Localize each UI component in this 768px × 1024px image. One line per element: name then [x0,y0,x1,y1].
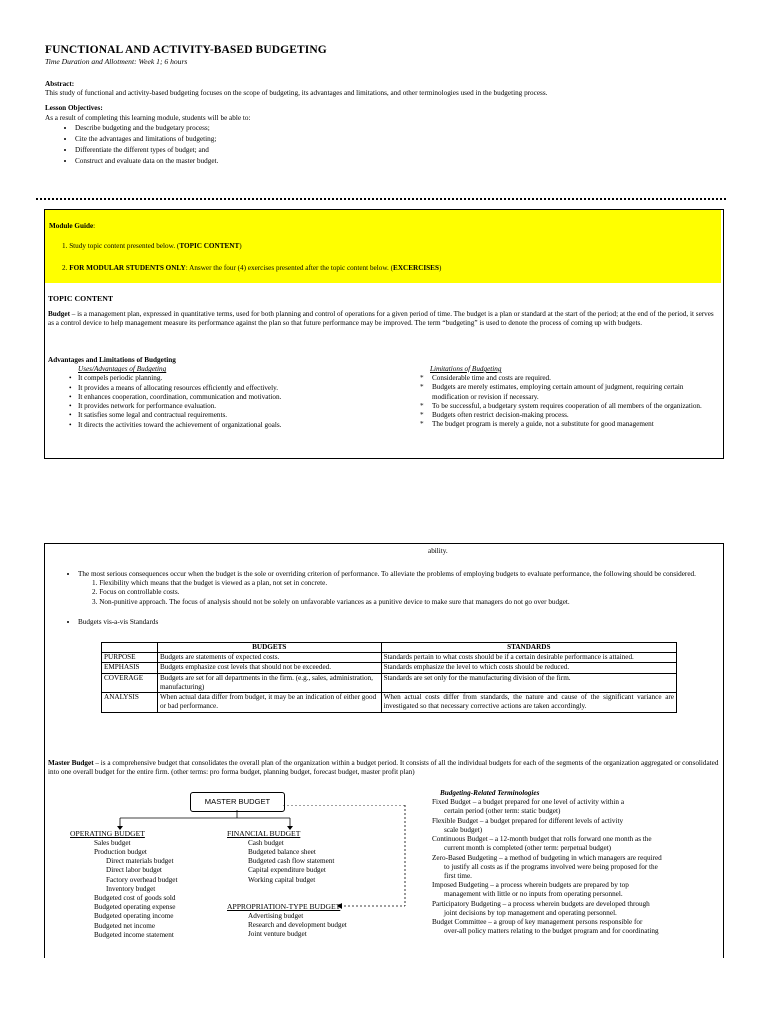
financial-budget-column [227,829,334,885]
term-item: Continuous Budget – a 12-month budget that rolls forward one month as the current month is completed (other term: perpetual budget) [432,835,652,853]
table-cell: ANALYSIS [102,693,158,712]
master-budget-definition: Master Budget – is a comprehensive budget that consolidates the overall plan of the organization within a budget period. It consists of all the individual budgets for each of the segments of the organization aggregated or consolidated into one overall budget for the entire firm. (other terms: pro forma budget, planning budget, forecast budget, master profit plan) [48,759,719,777]
table-cell: When actual data differ from budget, it may be an indication of either good or bad performance. [157,693,381,712]
terminologies-heading: Budgeting-Related Terminologies [440,789,540,797]
list-item: Direct materials budget [106,857,174,866]
budgets-vs-standards-table [101,642,677,713]
table-row [102,693,677,712]
list-item: • It directs the activities toward the achievement of organizational goals. [48,421,388,430]
master-budget-box: MASTER BUDGET [190,792,285,812]
table-cell: Standards emphasize the level to which costs should be reduced. [381,663,676,673]
table-cell: Standards pertain to what costs should be if a certain desirable performance is attained. [381,653,676,663]
list-item: Production budget [94,847,147,856]
list-item: • Budgets vis-a-vis Standards [78,618,720,627]
list-item: * Considerable time and costs are required. [420,374,551,383]
ability-text: ability. [428,547,448,555]
list-item: Advertising budget [248,911,304,920]
term-item: Imposed Budgeting – a process wherein budgets are prepared by top management with little or no inputs from operating personnel. [432,881,629,899]
advantages-section [48,356,388,430]
list-item: • It satisfies some legal and contractual requirements. [48,411,388,420]
topic-content [48,294,718,328]
dotted-divider [36,198,726,200]
term-item: Fixed Budget – a budget prepared for one level of activity within a certain period (other term: static budget) [432,798,625,816]
table-cell: Budgets are statements of expected costs. [157,653,381,663]
objectives-label: Lesson Objectives [45,104,101,113]
list-item: Joint venture budget [248,930,307,939]
limitations-list [420,374,720,429]
list-item: Budgeted income statement [94,930,174,939]
advantages-list [48,374,388,429]
module-guide-item-1: 1. Study topic content presented below. (TOPIC CONTENT) [62,242,242,250]
table-cell: EMPHASIS [102,663,158,673]
abstract-label: Abstract [45,80,72,88]
module-guide-item-2: 2. FOR MODULAR STUDENTS ONLY: Answer the four (4) exercises presented after the topic content below. (EXCERCISES) [62,264,442,272]
abstract-text: This study of functional and activity-based budgeting focuses on the scope of budgeting, its advantages and limitations, and other terminologies used in the budgeting process. [45,89,548,98]
list-item: Cash budget [248,838,284,847]
list-item: • Describe budgeting and the budgetary process; [75,124,735,133]
table-row [102,663,677,673]
time-duration: Time Duration and Allotment: Week 1; 6 hours [45,57,188,66]
topic-heading: TOPIC CONTENT [48,294,114,303]
module-guide-label: Module Guide [49,222,94,230]
list-item: Sales budget [94,838,131,847]
table-header: STANDARDS [381,643,676,653]
list-item: Research and development budget [248,920,347,929]
list-item: Capital expenditure budget [248,866,326,875]
list-item: Budgeted cost of goods sold [94,894,176,903]
objectives-list [45,124,735,165]
terminologies-column [432,789,662,937]
intro-section: Abstract: This study of functional and activity-based budgeting focuses on the scope of budgeting, its advantages and limitations, and other terminologies used in the budgeting process. Lesson Objectives: As a result of completing this learning module, students will be able to: • Describe budgeting and the budgetary process; • Cite the advantages and limitations of budgeting; • Differentiate the different types of budget; and • Construct and evaluate data on the master budget. [45,80,735,167]
table-row [102,643,677,653]
table-cell: PURPOSE [102,653,158,663]
table-cell: Budgets emphasize cost levels that should not be exceeded. [157,663,381,673]
list-item: Budgeted cash flow statement [248,857,335,866]
list-item: • It compels periodic planning. [48,374,388,383]
list-item: * Budgets often restrict decision-making process. [420,411,569,420]
list-item: Direct labor budget [106,866,162,875]
advantages-subheading: Uses/Advantages of Budgeting [78,365,167,374]
document-title: FUNCTIONAL AND ACTIVITY-BASED BUDGETING [45,44,327,56]
list-item: Budgeted operating income [94,912,174,921]
consideration-item: 2. Focus on controllable costs. [92,588,180,597]
term-item: Flexible Budget – a budget prepared for different levels of activity scale budget) [432,816,624,834]
list-item: Inventory budget [106,884,156,893]
list-item: Factory overhead budget [106,875,178,884]
operating-budget-column [70,829,177,940]
list-item: • It enhances cooperation, coordination, communication and motivation. [48,393,388,402]
limitations-section [420,366,720,430]
list-item: • Differentiate the different types of budget; and [75,146,735,155]
limitations-subheading: Limitations of Budgeting [430,365,502,373]
list-item: • Construct and evaluate data on the master budget. [75,157,735,166]
table-header [102,643,158,653]
term-item: Zero-Based Budgeting – a method of budgeting in which managers are required to justify all costs as if the programs involved were being proposed for the first time. [432,853,662,880]
appropriation-budget-column [227,902,347,939]
list-item: Working capital budget [248,875,316,884]
module-guide: Module Guide: 1. Study topic content presented below. (TOPIC CONTENT) 2. FOR MODULAR STUDENTS ONLY: Answer the four (4) exercises presented after the topic content below. (EXCERCISES) [45,210,721,283]
table-cell: Standards are set only for the manufacturing division of the firm. [381,673,676,692]
operating-budget-heading: OPERATING BUDGET [70,829,145,838]
table-cell: COVERAGE [102,673,158,692]
term-item: Participatory Budgeting – a process wherein budgets are developed through joint decisions by top management and operating personnel. [432,899,650,917]
table-row [102,673,677,692]
list-item: * The budget program is merely a guide, not a substitute for good management [420,420,654,429]
list-item: • It provides network for performance evaluation. [48,402,388,411]
consideration-item: 3. Non-punitive approach. The focus of analysis should not be solely on unfavorable variances as a punitive device to make sure that managers do not go over budget. [92,597,570,606]
list-item: * To be successful, a budgetary system requires cooperation of all members of the organization. [420,401,702,410]
list-item: Budgeted balance sheet [248,847,316,856]
list-item: * Budgets are merely estimates, employing certain amount of judgment, requiring certain modification or revision if necessary. [420,383,684,401]
term-item: Budget Committee – a group of key management persons responsible for over-all policy matters relating to the budget program and for coordinating [432,918,659,936]
list-item: Budgeted net income [94,921,156,930]
list-item: Budgeted operating expense [94,903,176,912]
table-cell: Budgets are set for all departments in the firm. (e.g., sales, administration, manufacturing) [157,673,381,692]
advantages-heading: Advantages and Limitations of Budgeting [48,356,176,364]
list-item: • The most serious consequences occur when the budget is the sole or overriding criterion of performance. To alleviate the problems of employing budgets to evaluate performance, the following should be considered. [78,570,720,579]
consideration-item: 1. Flexibility which means that the budget is viewed as a plan, not set in concrete. [92,579,328,588]
table-cell: When actual costs differ from standards, the nature and cause of the significant variance are investigated so that necessary corrective actions are taken accordingly. [381,693,676,712]
consequence-section [48,568,720,629]
appropriation-budget-heading: APPROPRIATION-TYPE BUDGET [227,902,341,911]
financial-budget-heading: FINANCIAL BUDGET [227,829,301,838]
table-row [102,653,677,663]
list-item: • Cite the advantages and limitations of budgeting; [75,135,735,144]
objectives-intro: As a result of completing this learning module, students will be able to: [45,113,251,122]
table-header: BUDGETS [157,643,381,653]
list-item: • It provides a means of allocating resources efficiently and effectively. [48,384,388,393]
budget-definition: Budget – is a management plan, expressed in quantitative terms, used for both planning and control of operations for a given period of time. The budget is a plan or standard at the start of the period; at the end of the period, it serves as a control device to help management measure its performance against the plan so that future performance may be improved. The term “budgeting” is used to denote the process of coming up with budgets. [48,309,714,328]
